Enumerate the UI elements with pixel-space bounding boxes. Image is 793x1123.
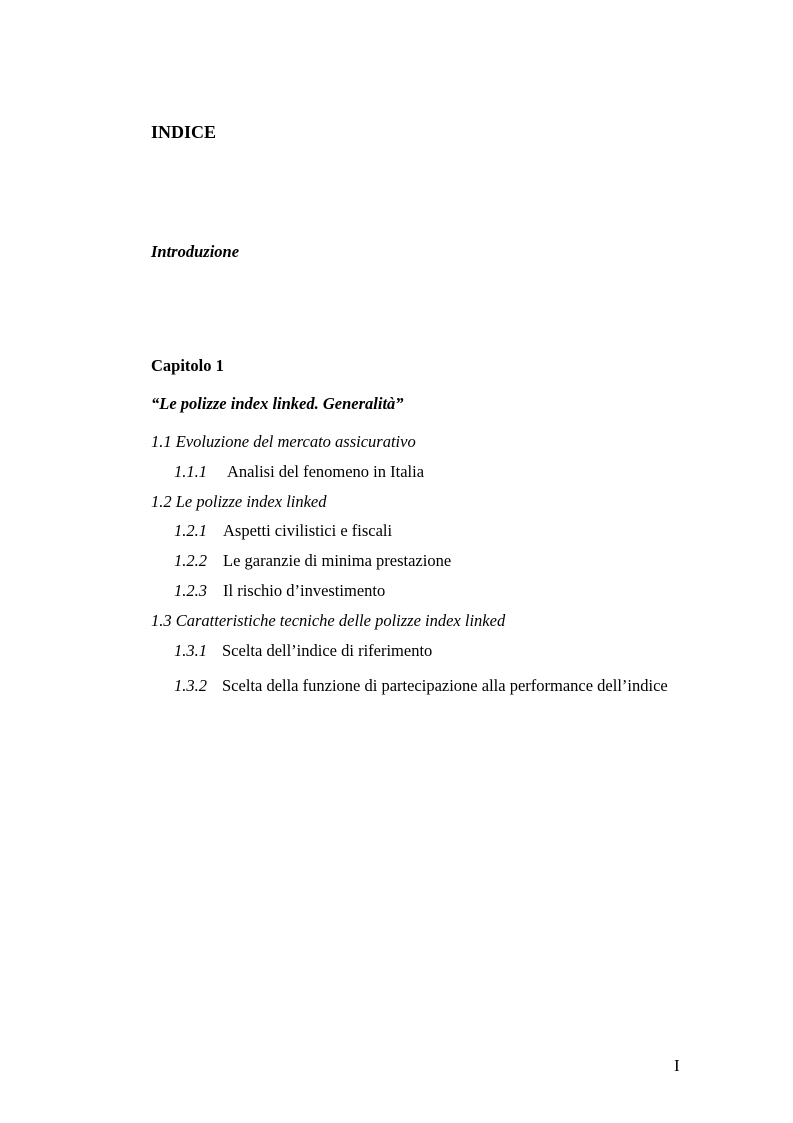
toc-subsection-1-3-1 (174, 641, 432, 661)
chapter-subtitle: “Le polizze index linked. Generalità” (151, 394, 404, 413)
toc-subsection-number: 1.2.3 (174, 581, 207, 600)
toc-subsection-number: 1.3.1 (174, 641, 207, 660)
chapter-heading: Capitolo 1 (151, 356, 224, 375)
toc-subsection-number: 1.1.1 (174, 462, 207, 481)
toc-subsection-title: Il rischio d’investimento (223, 581, 386, 600)
toc-section-1-2: 1.2 Le polizze index linked (151, 492, 327, 511)
toc-subsection-title: Analisi del fenomeno in Italia (227, 462, 425, 481)
toc-subsection-1-2-1 (174, 521, 392, 541)
toc-subsection-number: 1.2.2 (174, 551, 207, 570)
toc-section-1-3: 1.3 Caratteristiche tecniche delle polizze index linked (151, 611, 506, 630)
toc-entry-introduction: Introduzione (151, 242, 240, 261)
toc-section-1-1: 1.1 Evoluzione del mercato assicurativo (151, 432, 416, 451)
toc-subsection-1-1-1 (174, 462, 424, 482)
toc-subsection-title: Le garanzie di minima prestazione (223, 551, 452, 570)
toc-subsection-1-2-2 (174, 551, 451, 571)
index-title: INDICE (151, 122, 217, 142)
toc-subsection-1-3-2 (174, 671, 670, 701)
toc-subsection-title: Scelta dell’indice di riferimento (222, 641, 433, 660)
toc-subsection-title: Scelta della funzione di partecipazione alla performance dell’indice (222, 676, 668, 695)
page-number: I (674, 1056, 680, 1075)
toc-subsection-1-2-3 (174, 581, 385, 601)
toc-subsection-number: 1.2.1 (174, 521, 207, 540)
toc-subsection-title: Aspetti civilistici e fiscali (223, 521, 393, 540)
toc-subsection-number: 1.3.2 (174, 676, 207, 695)
